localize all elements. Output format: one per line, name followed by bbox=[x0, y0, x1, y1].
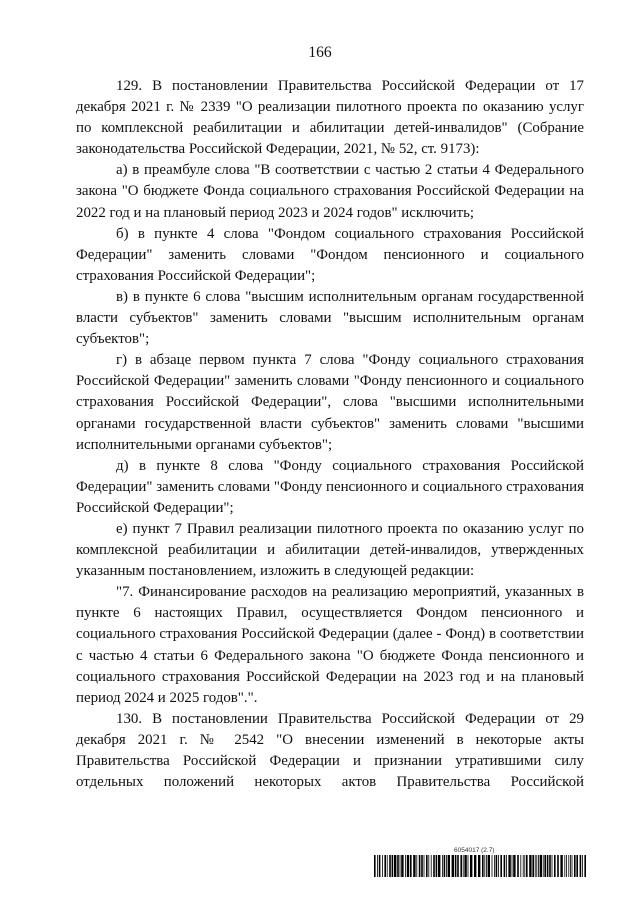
paragraph-129: 129. В постановлении Правительства Российской Федерации от 17 декабря 2021 г. № 2339 "О реализации пилотного проекта по оказанию услуг по комплексной реабилитации и абилитации детей-инвалидов" (Собрание законодательства Российской Федерации, 2021, № 52, ст. 9173): bbox=[76, 78, 584, 158]
barcode-icon bbox=[374, 855, 586, 877]
subparagraph-e: е) пункт 7 Правил реализации пилотного проекта по оказанию услуг по комплексной реабилитации и абилитации детей-инвалидов, утвержденных указанным постановлением, изложить в следующей редакции: bbox=[76, 520, 584, 580]
page-number: 166 bbox=[308, 44, 332, 61]
quoted-rule-7: "7. Финансирование расходов на реализацию мероприятий, указанных в пункте 6 настоящих Правил, осуществляется Фондом пенсионного и социального страхования Российской Федерации (далее - Фонд) в соответствии с частью 4 статьи 6 Федерального закона "О бюджете Фонда пенсионного и социального страхования Российской Федерации на 2023 год и на плановый период 2024 и 2025 годов".". bbox=[76, 584, 584, 706]
document-body bbox=[76, 76, 584, 793]
subparagraph-a: а) в преамбуле слова "В соответствии с частью 2 статьи 4 Федерального закона "О бюджете Фонда социального страхования Российской Федерации на 2022 год и на плановый период 2023 и 2024 годов" исключить; bbox=[76, 162, 584, 221]
subparagraph-g: г) в абзаце первом пункта 7 слова "Фонду социального страхования Российской Федерации" заменить словами "Фонду пенсионного и социального страхования Российской Федерации", слова "высшими исполнительными органами государственной власти субъектов" заменить словами "высшими исполнительными органами субъектов"; bbox=[76, 352, 584, 453]
subparagraph-b: б) в пункте 4 слова "Фондом социального страхования Российской Федерации" заменить словами "Фондом пенсионного и социального страхования Российской Федерации"; bbox=[76, 225, 584, 284]
subparagraph-v: в) в пункте 6 слова "высшим исполнительным органам государственной власти субъектов" заменить словами "высшим исполнительным органам субъектов"; bbox=[76, 288, 584, 348]
subparagraph-d: д) в пункте 8 слова "Фонду социального страхования Российской Федерации" заменить словами "Фонду пенсионного и социального страхования Российской Федерации"; bbox=[76, 457, 584, 516]
paragraph-130: 130. В постановлении Правительства Российской Федерации от 29 декабря 2021 г. № 2542 "О внесении изменений в некоторые акты Правительства Российской Федерации и признании утратившими силу отдельных положений некоторых актов Правительства Российской bbox=[76, 710, 584, 791]
document-code: 6054017 (2.7) bbox=[454, 847, 495, 854]
